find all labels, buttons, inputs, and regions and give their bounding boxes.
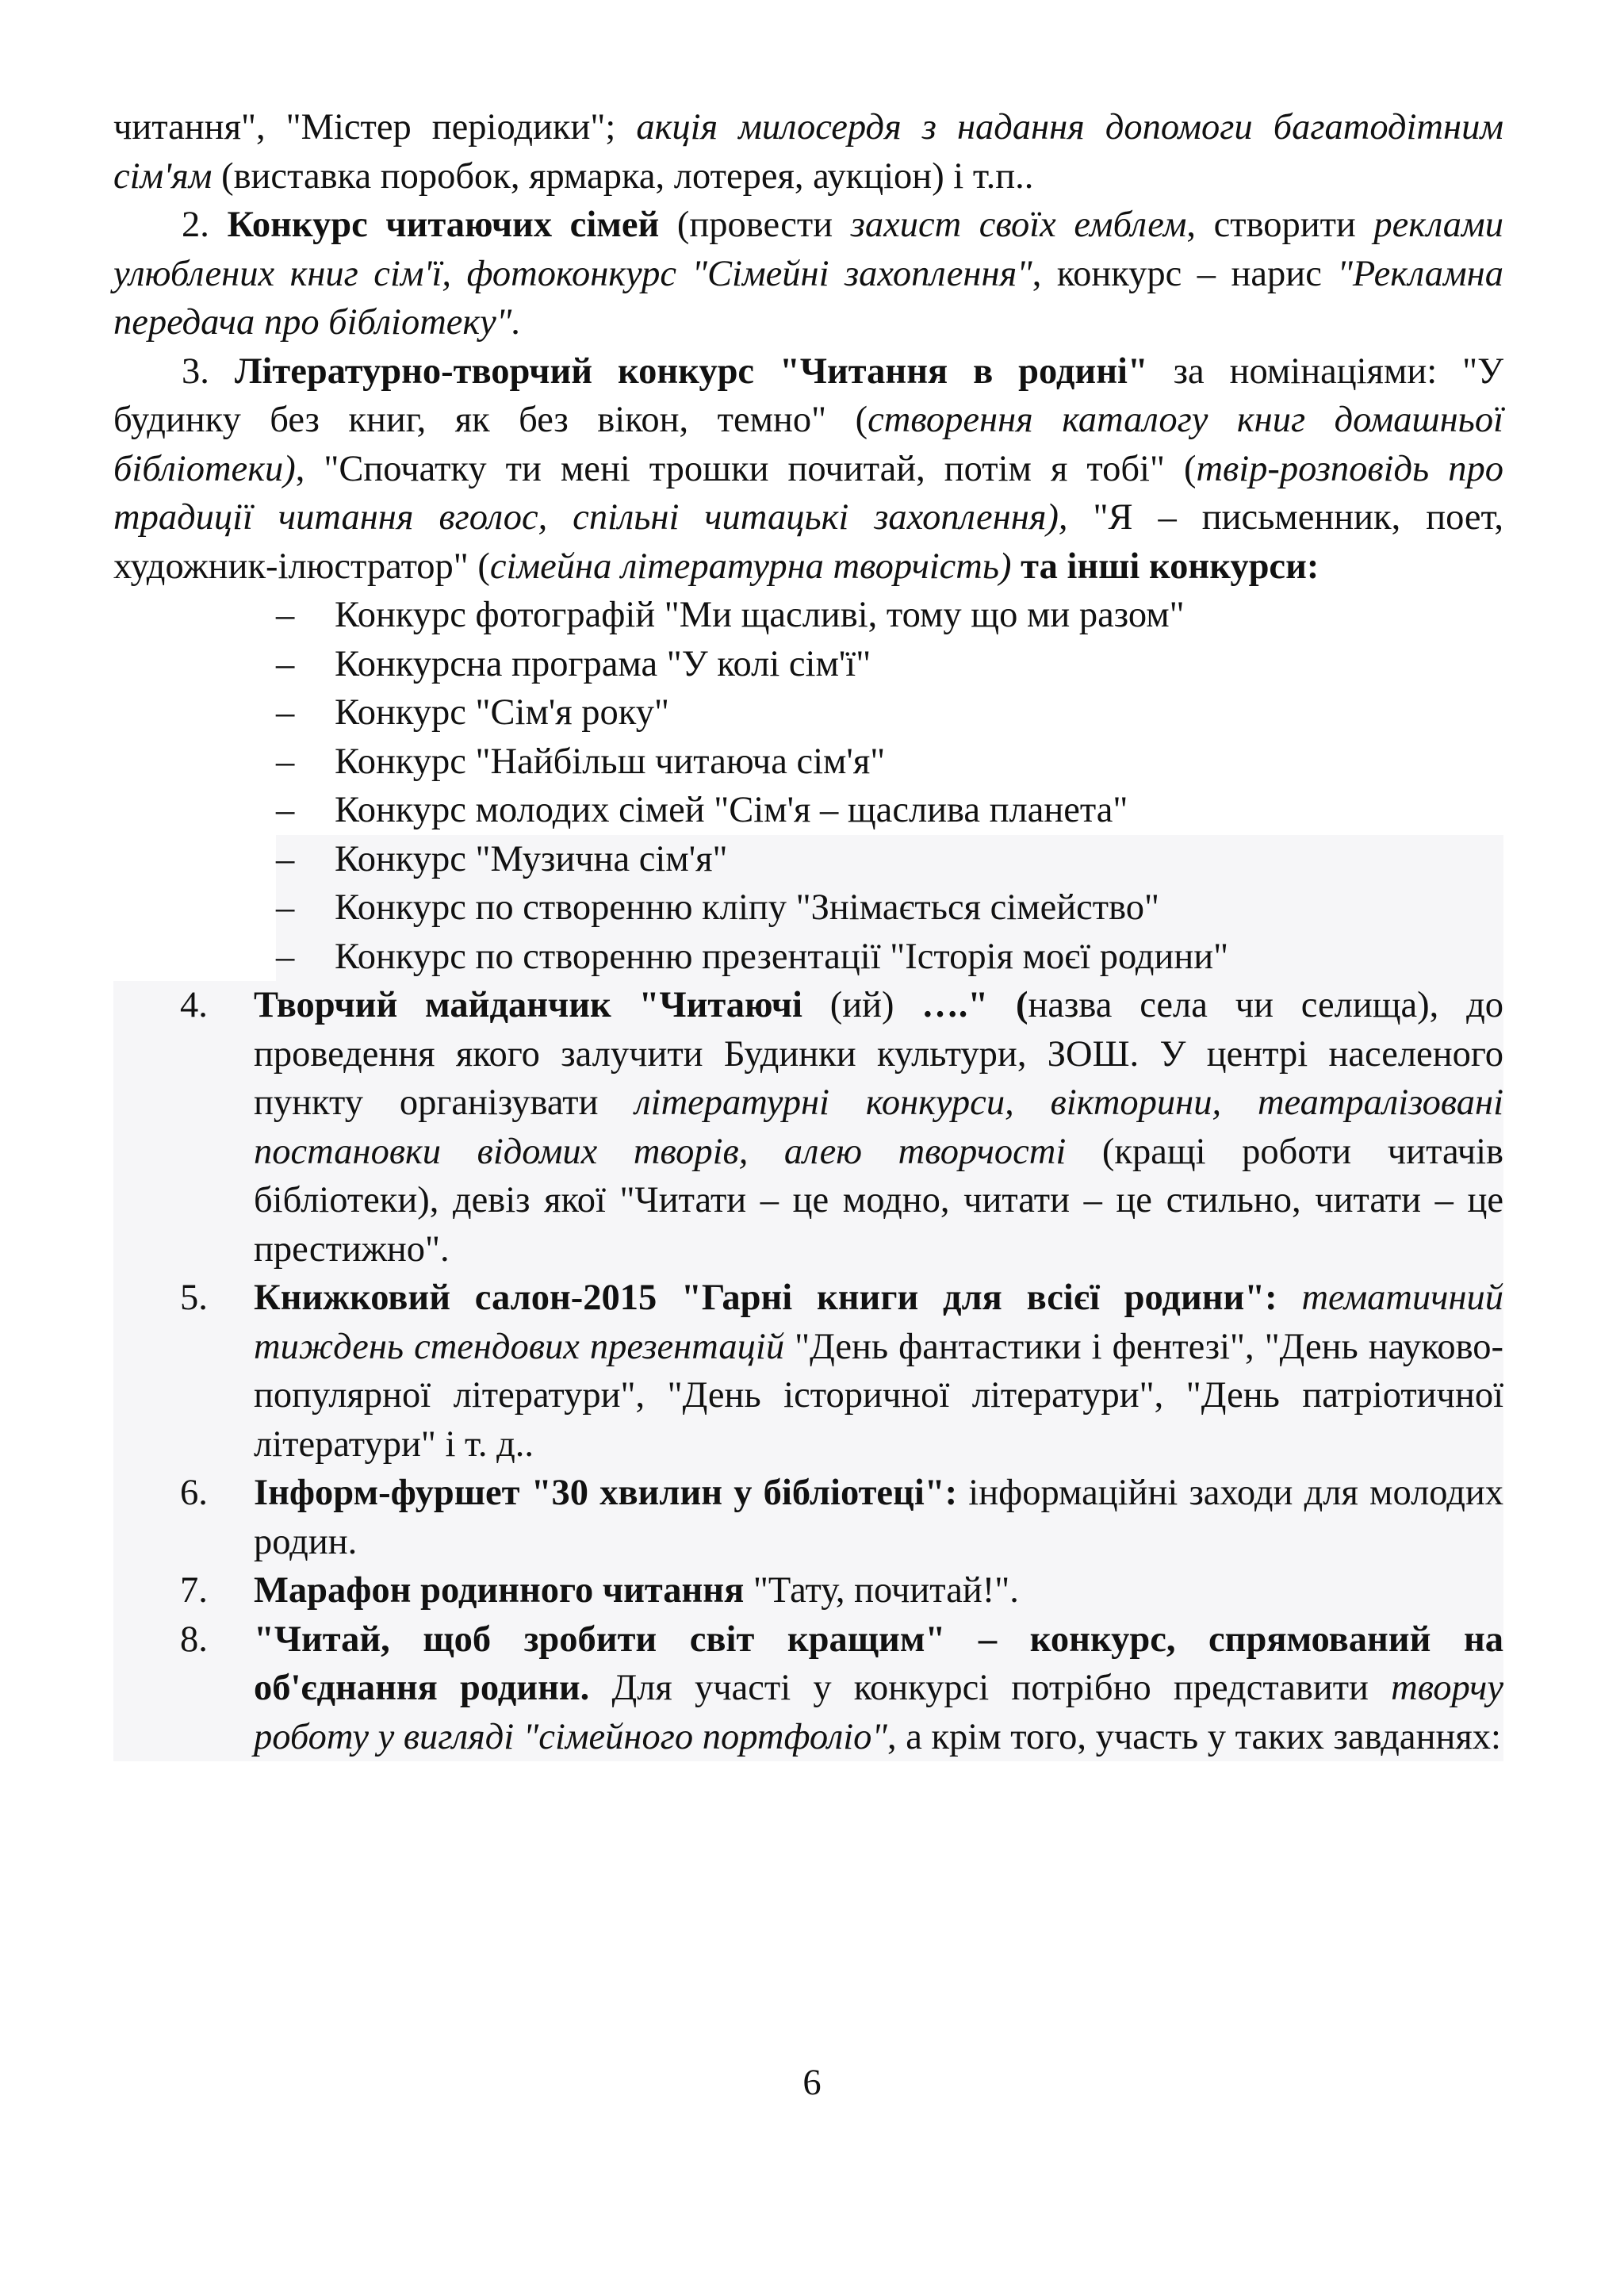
numbered-list (113, 981, 1503, 1761)
item-number: 3. (182, 351, 209, 392)
page-number: 6 (802, 2063, 822, 2103)
list-item-text: Конкурс "Найбільш читаюча сім'я" (335, 741, 886, 782)
dash-bullet: – (276, 887, 295, 928)
numbered-item-8 (113, 1615, 1503, 1762)
numbered-item-4 (113, 981, 1503, 1274)
text-run (1277, 1278, 1302, 1318)
item-number: 4. (180, 985, 208, 1025)
text-run: , конкурс – нарис (1032, 253, 1338, 294)
text-run: (ий) (802, 985, 922, 1025)
bold-run: Літературно-творчий конкурс "Читання в родині" (234, 351, 1148, 392)
contest-list (113, 591, 1503, 981)
text-run: , а крім того, участь у таких завданнях: (887, 1716, 1501, 1757)
list-item (276, 835, 1503, 884)
text-run: "Я – письменник, поет, художник-ілюстратор" ( (113, 497, 1503, 587)
italic-run: твір-розповідь про традиції читання вголос, спільні читацькі захоплення), (113, 448, 1503, 538)
list-item-text: Конкурс "Музична сім'я" (335, 838, 728, 879)
text-run: "День фантастики і фентезі", "День науково-популярної літератури", "День історичної літератури", "День патріотичної літератури" і т. д.. (254, 1326, 1503, 1465)
bold-run: Марафон родинного читання (254, 1570, 745, 1611)
list-item (276, 786, 1503, 835)
list-item (276, 738, 1503, 787)
italic-run: захист своїх емблем (850, 205, 1187, 245)
list-item (276, 640, 1503, 689)
item-number: 7. (180, 1570, 208, 1611)
text-run: (провести (659, 205, 851, 245)
text-run: за номінаціями: "У будинку без книг, як без вікон, темно" ( (113, 351, 1504, 440)
dash-bullet: – (276, 692, 295, 733)
text-run: Для участі у конкурсі потрібно представити (589, 1668, 1392, 1708)
dash-bullet: – (276, 936, 295, 977)
numbered-item-5 (113, 1274, 1503, 1469)
dash-bullet: – (276, 790, 295, 830)
italic-run: створення каталогу книг домашньої бібліотеки) (113, 400, 1503, 489)
bold-run: Інформ-фуршет "30 хвилин у бібліотеці": (254, 1473, 958, 1513)
bold-run: Книжковий салон-2015 "Гарні книги для всієї родини": (254, 1278, 1277, 1318)
list-item (276, 591, 1503, 640)
italic-run: тематичний тиждень стендових презентацій (254, 1278, 1504, 1367)
dash-bullet: – (276, 838, 295, 879)
dash-bullet: – (276, 741, 295, 782)
dash-bullet: – (276, 595, 295, 635)
list-item (276, 883, 1503, 933)
bold-run: …." ( (921, 985, 1028, 1025)
list-item-text: Конкурс "Сім'я року" (335, 692, 669, 733)
item-number: 2. (182, 205, 209, 245)
italic-run: "Рекламна передача про бібліотеку". (113, 253, 1503, 343)
text-run: , "Спочатку ти мені трошки почитай, потім я тобі" ( (295, 448, 1197, 489)
bold-run: "Читай, щоб зробити світ кращим" – конкурс, спрямований на об'єднання родини. (254, 1619, 1503, 1708)
item-number: 6. (180, 1473, 208, 1513)
list-item-text: Конкурс по створенню презентації "Історія моєї родини" (335, 936, 1229, 977)
item-number: 5. (180, 1278, 208, 1318)
list-item (276, 688, 1503, 738)
italic-run: творчу роботу у вигляді "сімейного портфоліо" (254, 1668, 1503, 1757)
numbered-item-7 (113, 1566, 1503, 1615)
list-item-text: Конкурс молодих сімей "Сім'я – щаслива планета" (335, 790, 1128, 830)
bold-run: Творчий майданчик "Читаючі (254, 985, 802, 1025)
dash-bullet: – (276, 643, 295, 684)
intro-paragraph (113, 103, 1503, 201)
paragraph-3 (113, 347, 1503, 592)
text-run: "Тату, почитай!". (744, 1570, 1019, 1611)
text-run: (виставка поробок, ярмарка, лотерея, аукціон) і т.п.. (212, 155, 1034, 197)
text-run: назва села чи селища), до проведення якого залучити Будинки культури, ЗОШ. У центрі населеного пункту організувати (254, 985, 1503, 1123)
numbered-item-6 (113, 1469, 1503, 1566)
text-run: читання", "Містер періодики"; (113, 107, 637, 148)
italic-run: акція милосердя з надання допомоги багатодітним сім'ям (113, 107, 1503, 197)
text-run: інформаційні заходи для молодих родин. (254, 1473, 1503, 1562)
bold-run: та інші конкурси: (1011, 546, 1320, 587)
italic-run: сімейна літературна творчість) (489, 546, 1012, 587)
list-item-text: Конкурс фотографій "Ми щасливі, тому що ми разом" (335, 595, 1185, 635)
paragraph-2 (113, 201, 1503, 347)
list-item (276, 933, 1503, 982)
italic-run: літературні конкурси, вікторини, театралізовані постановки відомих творів, алею творчості (254, 1082, 1503, 1172)
text-run: (кращі роботи читачів бібліотеки), девіз якої "Читати – це модно, читати – це стильно, читати – це престижно". (254, 1131, 1503, 1270)
list-item-text: Конкурсна програма "У колі сім'ї" (335, 643, 871, 684)
list-item-text: Конкурс по створенню кліпу "Знімається сімейство" (335, 887, 1159, 928)
item-number: 8. (180, 1619, 208, 1660)
italic-run: реклами улюблених книг сім'ї, фотоконкурс "Сімейні захоплення" (113, 205, 1503, 294)
page-content (113, 103, 1503, 1761)
bold-run: Конкурс читаючих сімей (227, 205, 660, 245)
text-run: , створити (1186, 205, 1374, 245)
